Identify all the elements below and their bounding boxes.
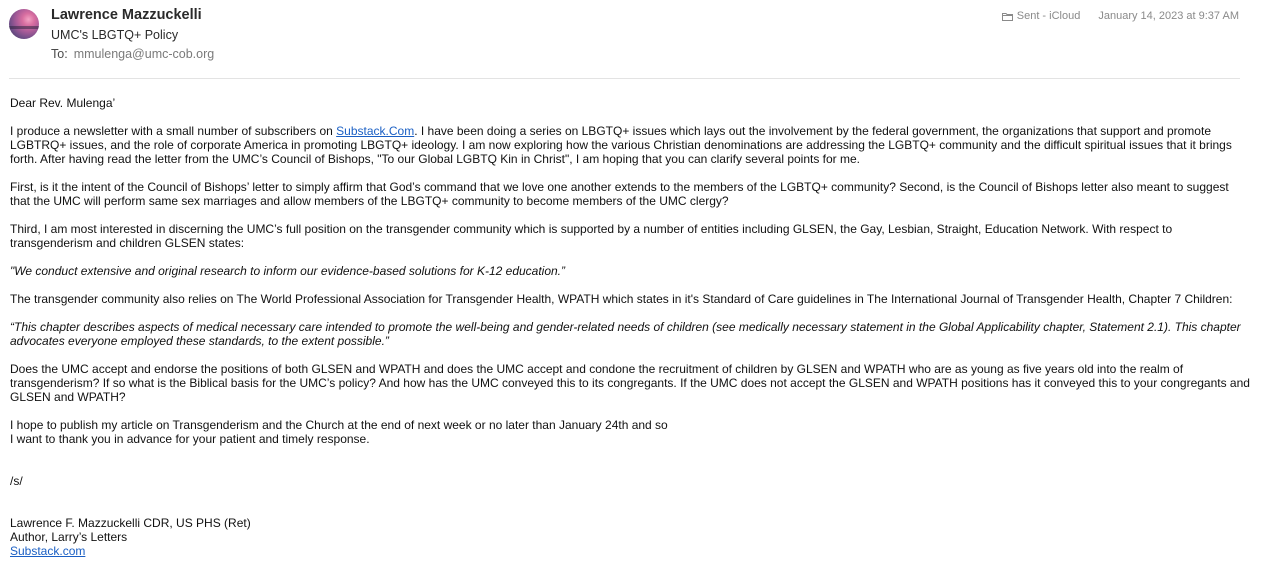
substack-link[interactable]: Substack.Com <box>336 124 415 138</box>
signature-title: Author, Larry’s Letters <box>10 530 128 544</box>
paragraph-question: Does the UMC accept and endorse the positions of both GLSEN and WPATH and does the UMC accept and condone the recruitment of children by GLSEN and WPATH who are as young as five years old into the realm of transgenderism? If so what is the Biblical basis for the UMC’s policy? And how has the UMC conveyed this to its congregants. If the UMC does not accept the GLSEN and WPATH positions has it conveyed this to your congregants and GLSEN and WPATH? <box>10 362 1250 404</box>
recipient-address[interactable]: mmulenga@umc-cob.org <box>73 47 215 61</box>
message-subject: UMC's LBGTQ+ Policy <box>51 28 179 42</box>
closing-line-2: I want to thank you in advance for your patient and timely response. <box>10 432 370 446</box>
message-date: January 14, 2023 at 9:37 AM <box>1098 10 1239 22</box>
folder-icon <box>1002 12 1013 21</box>
signoff: /s/ <box>10 474 23 488</box>
message-body <box>10 96 1250 558</box>
greeting: Dear Rev. Mulenga’ <box>10 96 116 110</box>
sender-name[interactable]: Lawrence Mazzuckelli <box>51 7 202 23</box>
signature-name: Lawrence F. Mazzuckelli CDR, US PHS (Ret) <box>10 516 251 530</box>
signature-block <box>10 516 1250 558</box>
to-label: To: <box>51 47 68 61</box>
message-header <box>0 0 1270 80</box>
mailbox-name[interactable]: Sent - iCloud <box>1016 10 1081 22</box>
paragraph-closing <box>10 418 1250 446</box>
paragraph-third: Third, I am most interested in discerning the UMC’s full position on the transgender community which is supported by a number of entities including GLSEN, the Gay, Lesbian, Straight, Education Network. With respect to transgenderism and children GLSEN states: <box>10 222 1173 250</box>
sender-avatar[interactable] <box>9 9 39 39</box>
paragraph-wpath: The transgender community also relies on The World Professional Association for Transgender Health, WPATH which states in it's Standard of Care guidelines in The International Journal of Transgender Health, Chapter 7 Children: <box>10 292 1233 306</box>
paragraph-intro: I produce a newsletter with a small number of subscribers on Substack.Com. I have been doing a series on LBGTQ+ issues which lays out the involvement by the federal government, the organizations that support and promote LGBTRQ+ issues, and the role of corporate America in promoting LBGTQ+ ideology. I am now exploring how the various Christian denominations are addressing the LGBTQ+ community and the difficult spiritual issues that it brings forth. After having read the letter from the UMC’s Council of Bishops, "To our Global LGBTQ Kin in Christ", I am hoping that you can clarify several points for me. <box>10 124 1232 166</box>
signature-link[interactable]: Substack.com <box>10 544 86 558</box>
closing-line-1: I hope to publish my article on Transgenderism and the Church at the end of next week or no later than January 24th and so <box>10 418 668 432</box>
paragraph-first: First, is it the intent of the Council of Bishops’ letter to simply affirm that God’s command that we love one another extends to the members of the LGBTQ+ community? Second, is the Council of Bishops letter also meant to suggest that the UMC will perform same sex marriages and allow members of the LBGTQ+ community to become members of the UMC clergy? <box>10 180 1229 208</box>
recipient-row <box>51 47 214 61</box>
header-divider <box>9 78 1240 79</box>
quote-wpath: “This chapter describes aspects of medical necessary care intended to promote the well-being and gender-related needs of children (see medically necessary statement in the Global Applicability chapter, Statement 2.1). This chapter advocates everyone employed these standards, to the extent possible.” <box>10 320 1241 348</box>
quote-glsen: "We conduct extensive and original research to inform our evidence-based solutions for K-12 education.” <box>10 264 566 278</box>
message-meta <box>1002 10 1239 22</box>
